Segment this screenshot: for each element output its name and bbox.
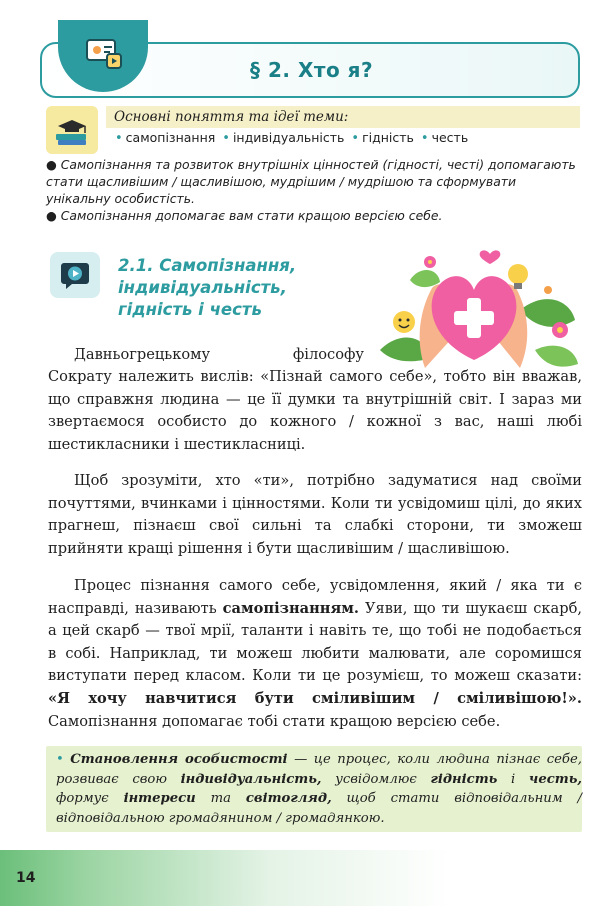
paragraph-2: Щоб зрозуміти, хто «ти», потрібно задуматися над своїми почуттями, вчинками і цінностями. Коли ти усвідомиш цілі, до яких прагнеш, пізнаєш свої сильні та слабкі сторони, ти зможеш прийняти кращі рішення і бути щасливішим / щасливішою. bbox=[48, 472, 582, 557]
definition-keyword: інтереси bbox=[123, 791, 196, 806]
bullet-dot: • bbox=[420, 131, 429, 146]
definition-fragment: усвідомлює bbox=[335, 771, 417, 787]
quote-text: «Я хочу навчитися бути сміливішим / сміливішою!». bbox=[48, 689, 582, 707]
concept-item: індивідуальність bbox=[232, 130, 345, 145]
hands-heart-flowers-illustration bbox=[370, 240, 582, 378]
idea-text: Самопізнання та розвиток внутрішніх цінностей (гідності, честі) допомагають стати щасливішим / щасливішою, мудрішим / мудрішою та сформувати унікальну особистість. bbox=[46, 157, 576, 206]
term-self-knowledge: самопізнанням. bbox=[222, 599, 359, 617]
footer-band bbox=[0, 850, 600, 906]
paragraph-3-text-a: Процес пізнання самого себе, усвідомлення, який / яка ти є насправді, називають bbox=[48, 577, 582, 617]
concept-item: честь bbox=[431, 130, 469, 145]
concepts-list bbox=[112, 130, 468, 146]
bullet-dot: • bbox=[115, 131, 123, 146]
subsection-title: 2.1. Самопізнання, індивідуальність, гідність і честь bbox=[118, 256, 297, 319]
definition-keyword: гідність bbox=[430, 771, 498, 787]
bullet-dot: • bbox=[222, 131, 230, 146]
books-graduation-cap-icon bbox=[52, 112, 92, 148]
paragraph-1-start: Давньогрецькому філософу bbox=[74, 346, 364, 363]
bullet-dot: • bbox=[56, 752, 64, 767]
definition-keyword: світогляд, bbox=[245, 791, 332, 806]
concept-item: гідність bbox=[362, 130, 414, 145]
idea-text: Самопізнання допомагає вам стати кращою версією себе. bbox=[60, 208, 443, 223]
paragraph-3 bbox=[48, 575, 582, 733]
concepts-icon-box bbox=[46, 106, 98, 154]
page-title: § 2. Хто я? bbox=[250, 58, 374, 82]
definition-fragment: щоб стати відповідальним / відповідальною громадянином / громадянкою. bbox=[56, 791, 583, 826]
definition-keyword: індивідуальність, bbox=[180, 771, 322, 787]
subsection-icon-box bbox=[50, 252, 100, 298]
definition-term: Становлення особистості bbox=[70, 752, 288, 767]
paragraph-3-text-c: Самопізнання допомагає тобі стати кращою версією себе. bbox=[48, 712, 501, 730]
video-play-icon bbox=[58, 259, 92, 291]
definition-fragment: формує bbox=[56, 791, 109, 806]
definition-text bbox=[56, 750, 582, 828]
definition-fragment: та bbox=[210, 791, 232, 806]
concepts-heading: Основні поняття та ідеї теми: bbox=[114, 109, 349, 125]
bullet-dot: • bbox=[351, 131, 360, 146]
concept-item: самопізнання bbox=[125, 130, 216, 145]
presentation-icon bbox=[81, 36, 125, 76]
definition-fragment: — це процес, коли людина пізнає себе, розвиває свою bbox=[56, 752, 582, 787]
paragraph-3-text-b: Уяви, що ти шукаєш скарб, а цей скарб — твої мрії, таланти і навіть те, що тобі не подобається в собі. Наприклад, ти можеш любити малювати, але соромишся виступати перед класом. Коли ти це розумієш, то можеш сказати: bbox=[48, 599, 583, 685]
definition-keyword: честь, bbox=[528, 771, 582, 787]
idea-item: ● Самопізнання та розвиток внутрішніх цінностей (гідності, честі) допомагають стати щасливішим / щасливішою, мудрішим / мудрішою та сформувати унікальну особистість. bbox=[46, 157, 576, 206]
key-ideas bbox=[46, 156, 580, 224]
paragraph-1: Сократу належить вислів: «Пізнай самого себе», тобто він вважав, що справжня людина — це її думки та внутрішній світ. І зараз ми звертаємося особисто до кожного / кожної з вас, наші любі шестикласники і шестикласниці. bbox=[48, 368, 582, 453]
page-number: 14 bbox=[16, 870, 36, 886]
definition-fragment: і bbox=[511, 771, 516, 787]
idea-item: ● Самопізнання допомагає вам стати кращою версією себе. bbox=[46, 208, 443, 223]
